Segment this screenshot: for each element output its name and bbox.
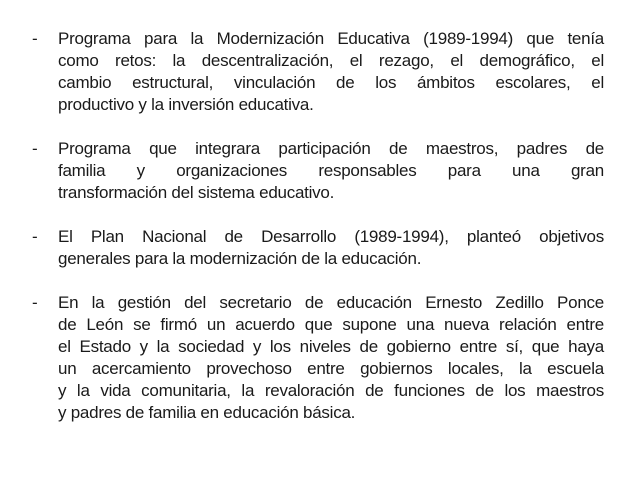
bullet-dash: - [32,29,38,48]
list-item [30,226,604,270]
bullet-dash: - [32,139,38,158]
bullet-list [30,28,604,446]
list-item [30,292,604,424]
paragraph-line: transformación del sistema educativo. [58,183,335,202]
bullet-dash: - [32,293,38,312]
bullet-dash: - [32,227,38,246]
paragraph-line: como retos: la descentralización, el rezago, el demográfico, el [58,51,604,70]
paragraph-line: Programa para la Modernización Educativa (1989-1994) que tenía [58,29,604,48]
paragraph-line: un acercamiento provechoso entre gobiernos locales, la escuela [58,359,604,378]
paragraph-line: cambio estructural, vinculación de los ámbitos escolares, el [58,73,604,92]
paragraph-line: familia y organizaciones responsables para una gran [58,161,604,180]
list-item [30,138,604,204]
paragraph-line: de León se firmó un acuerdo que supone una nueva relación entre [58,315,604,334]
paragraph-line: El Plan Nacional de Desarrollo (1989-1994), planteó objetivos [58,227,604,246]
paragraph-line: generales para la modernización de la educación. [58,249,422,268]
paragraph-line: Programa que integrara participación de maestros, padres de [58,139,604,158]
paragraph-line: y padres de familia en educación básica. [58,403,356,422]
list-item [30,28,604,116]
paragraph-line: productivo y la inversión educativa. [58,95,314,114]
paragraph-line: En la gestión del secretario de educación Ernesto Zedillo Ponce [58,293,604,312]
paragraph-line: el Estado y la sociedad y los niveles de gobierno entre sí, que haya [58,337,604,356]
paragraph-line: y la vida comunitaria, la revaloración de funciones de los maestros [58,381,604,400]
